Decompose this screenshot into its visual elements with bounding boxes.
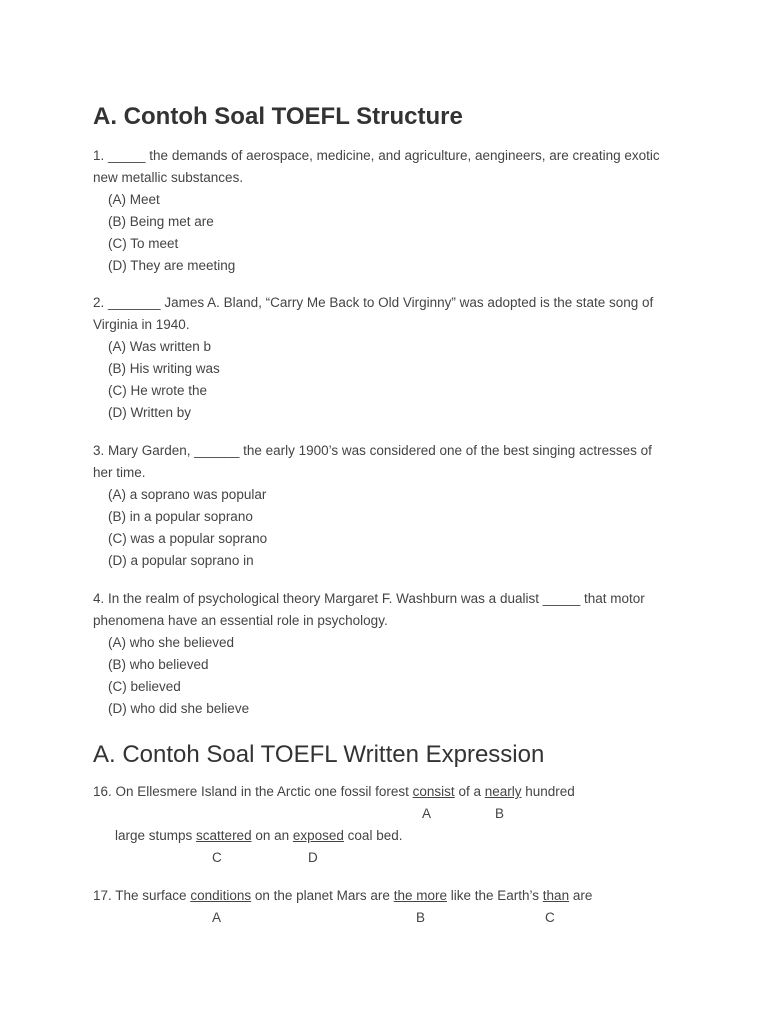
- answer-label-a: A: [212, 910, 222, 925]
- option-c: (C) believed: [108, 679, 181, 694]
- section-heading-written-expression: A. Contoh Soal TOEFL Written Expression: [93, 741, 545, 768]
- underlined-word-c: scattered: [196, 828, 252, 843]
- question-4: [93, 588, 673, 720]
- option-a: (A) Meet: [108, 192, 160, 207]
- option-c: (C) was a popular soprano: [108, 531, 268, 546]
- underlined-word-c: than: [542, 888, 570, 903]
- option-b: (B) His writing was: [108, 361, 220, 376]
- option-d: (D) They are meeting: [108, 258, 236, 273]
- text-segment: 17. The surface: [93, 888, 191, 903]
- answer-label-b: B: [495, 806, 505, 821]
- underlined-word-b: nearly: [484, 784, 522, 799]
- question-stem: 1. _____ the demands of aerospace, medicine, and agriculture, aengineers, are creating exotic new metallic substances.: [93, 148, 660, 185]
- question-3: [93, 440, 673, 572]
- text-segment: hundred: [521, 784, 575, 799]
- option-d: (D) who did she believe: [108, 701, 250, 716]
- option-c: (C) To meet: [108, 236, 179, 251]
- section-heading-structure: A. Contoh Soal TOEFL Structure: [93, 103, 463, 130]
- text-segment: 16. On Ellesmere Island in the Arctic one fossil forest: [93, 784, 413, 799]
- option-d: (D) a popular soprano in: [108, 553, 254, 568]
- question-stem: 3. Mary Garden, ______ the early 1900’s was considered one of the best singing actresses of her time.: [93, 443, 652, 480]
- text-segment: on the planet Mars are: [251, 888, 394, 903]
- question-2: [93, 292, 673, 424]
- option-d: (D) Written by: [108, 405, 192, 420]
- question-16-line-1: [93, 781, 575, 803]
- text-segment: of a: [454, 784, 485, 799]
- underlined-word-a: consist: [412, 784, 455, 799]
- option-b: (B) Being met are: [108, 214, 214, 229]
- question-stem: 2. _______ James A. Bland, “Carry Me Back to Old Virginny” was adopted is the state song of Virginia in 1940.: [93, 295, 654, 332]
- option-b: (B) who believed: [108, 657, 209, 672]
- option-a: (A) Was written b: [108, 339, 212, 354]
- text-segment: large stumps: [115, 828, 197, 843]
- underlined-word-d: exposed: [292, 828, 344, 843]
- option-a: (A) a soprano was popular: [108, 487, 267, 502]
- question-1: [93, 145, 673, 277]
- text-segment: are: [569, 888, 593, 903]
- question-17-line-1: [93, 885, 592, 907]
- answer-label-d: D: [308, 850, 318, 865]
- text-segment: like the Earth’s: [446, 888, 543, 903]
- text-segment: on an: [251, 828, 293, 843]
- underlined-word-a: conditions: [190, 888, 252, 903]
- option-a: (A) who she believed: [108, 635, 235, 650]
- answer-label-c: C: [212, 850, 222, 865]
- text-segment: coal bed.: [343, 828, 403, 843]
- question-stem: 4. In the realm of psychological theory Margaret F. Washburn was a dualist _____ that motor phenomena have an essential role in psychology.: [93, 591, 645, 628]
- question-16-line-2: [115, 825, 402, 847]
- answer-label-a: A: [422, 806, 432, 821]
- option-c: (C) He wrote the: [108, 383, 208, 398]
- underlined-word-b: the more: [393, 888, 447, 903]
- answer-label-b: B: [416, 910, 426, 925]
- option-b: (B) in a popular soprano: [108, 509, 253, 524]
- answer-label-c: C: [545, 910, 555, 925]
